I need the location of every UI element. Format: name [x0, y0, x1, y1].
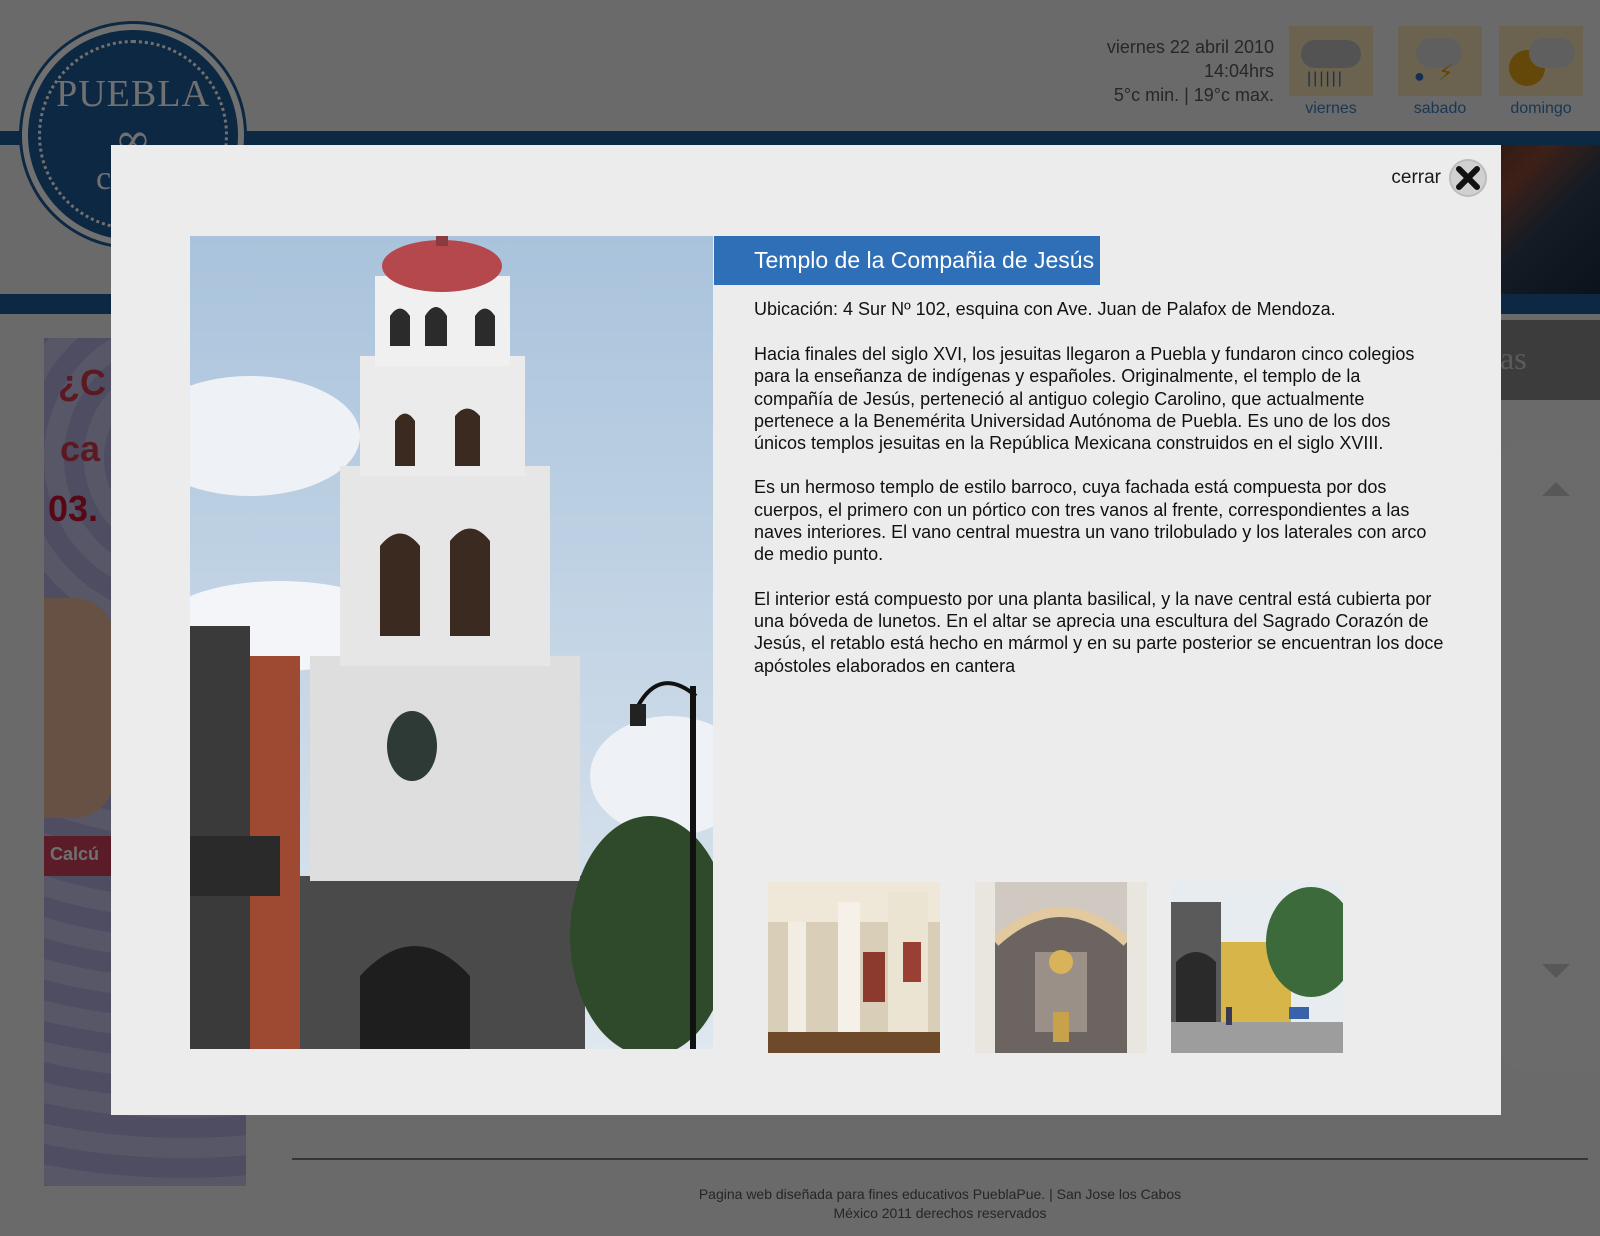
close-label: cerrar: [1391, 167, 1441, 188]
thumbnail-interior-nave[interactable]: [768, 882, 940, 1053]
location-text: Ubicación: 4 Sur Nº 102, esquina con Ave. Juan de Palafox de Mendoza.: [754, 299, 1336, 319]
description-text: [754, 343, 1444, 699]
description-paragraph: Hacia finales del siglo XVI, los jesuitas llegaron a Puebla y fundaron cinco colegios para la enseñanza de indígenas y españoles. Originalmente, el templo de la compañía de Jesús, perteneció al antiguo colegio Carolino, que actualmente pertenece a la Benemérita Universidad Autónoma de Puebla. Es uno de los dos únicos templos jesuitas en la República Mexicana construidos en el siglo XVIII.: [754, 344, 1415, 454]
thumbnail-altar[interactable]: [975, 882, 1147, 1053]
description-paragraph: El interior está compuesto por una planta basilical, y la nave central está cubierta por una bóveda de lunetos. En el altar se aprecia una escultura del Sagrado Corazón de Jesús, el retablo está hecho en mármol y en su parte posterior se encuentran los doce apóstoles elaborados en cantera: [754, 588, 1444, 676]
church-main-photo: [190, 236, 713, 1049]
close-icon[interactable]: [1449, 159, 1487, 197]
info-modal: [111, 145, 1501, 1115]
close-button[interactable]: [1391, 159, 1487, 197]
modal-title: Templo de la Compañia de Jesús: [714, 236, 1100, 285]
thumbnail-street-view[interactable]: [1171, 882, 1343, 1053]
description-paragraph: Es un hermoso templo de estilo barroco, cuya fachada está compuesta por dos cuerpos, el primero con un pórtico con tres vanos al frente, correspondientes a las naves interiores. El vano central muestra un vano trilobulado y los laterales con arco de medio punto.: [754, 477, 1427, 565]
